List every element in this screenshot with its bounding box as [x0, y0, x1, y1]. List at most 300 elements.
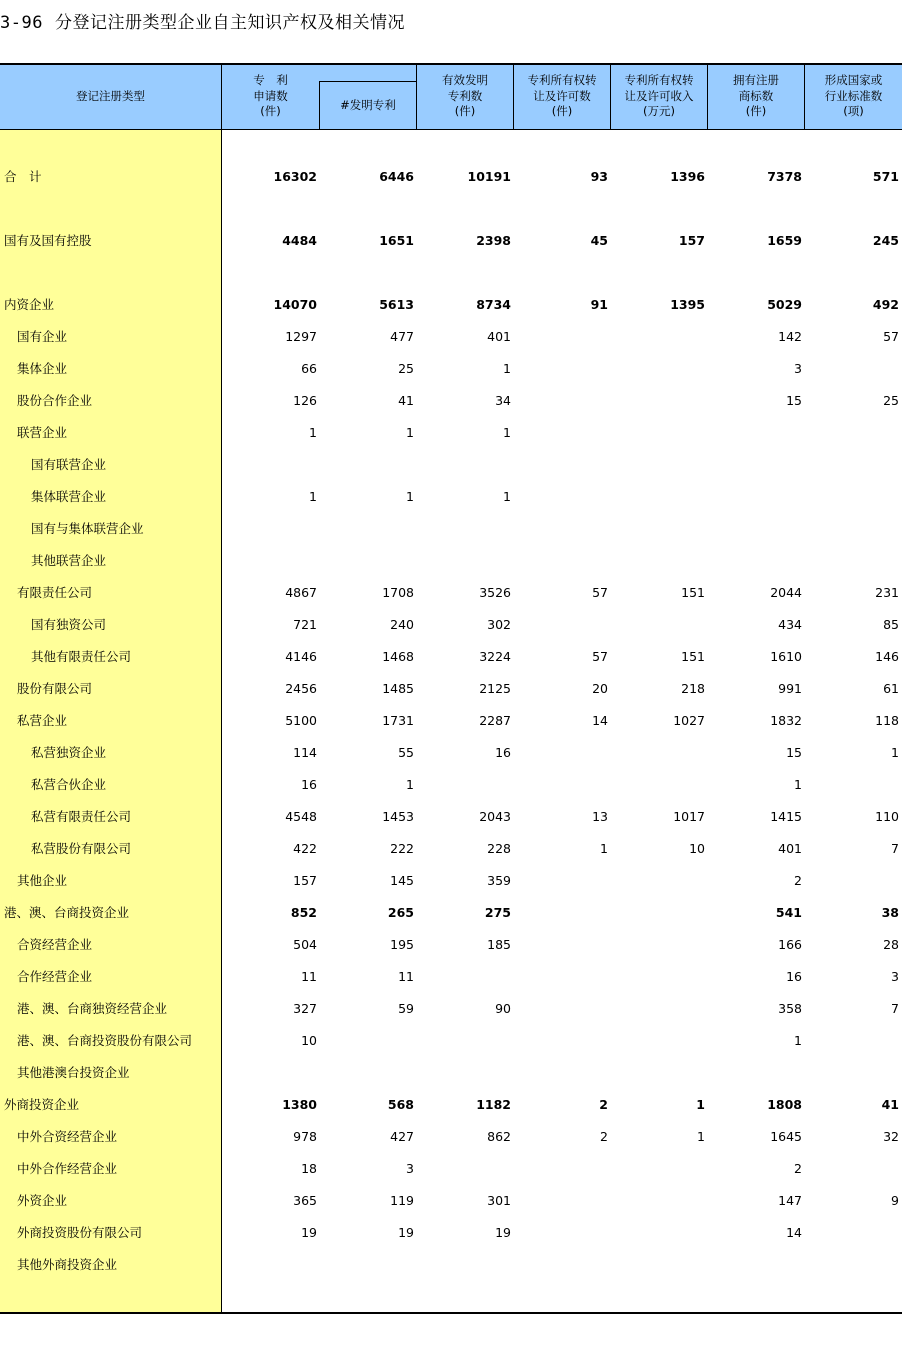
table-row — [0, 1025, 902, 1057]
table-cell: 10 — [301, 1033, 317, 1048]
table-cell: 4146 — [285, 649, 317, 664]
row-label: 股份合作企业 — [17, 393, 93, 408]
table-cell: 4867 — [285, 585, 317, 600]
table-cell: 504 — [293, 937, 317, 952]
table-cell: 15 — [786, 745, 802, 760]
table-cell — [324, 1057, 414, 1089]
table-cell: 2287 — [479, 713, 511, 728]
table-cell: 118 — [875, 713, 899, 728]
table-row — [0, 769, 902, 801]
table-cell: 7378 — [767, 169, 802, 184]
table-cell: 1610 — [770, 649, 802, 664]
table-cell: 145 — [390, 873, 414, 888]
table-cell: 1380 — [282, 1097, 317, 1112]
table-cell — [615, 1249, 705, 1281]
header-transfer-count: 专利所有权转 让及许可数 (件) — [527, 73, 597, 119]
table-row — [0, 385, 902, 417]
row-label: 中外合资经营企业 — [17, 1129, 118, 1144]
table-cell — [324, 1249, 414, 1281]
table-cell — [421, 1025, 511, 1057]
table-cell — [809, 353, 899, 385]
table-cell: 91 — [590, 297, 608, 312]
row-label: 外商投资企业 — [4, 1097, 80, 1112]
table-cell: 2 — [794, 873, 802, 888]
table-cell: 34 — [495, 393, 511, 408]
table-row — [0, 897, 902, 929]
table-cell: 1 — [309, 489, 317, 504]
row-label: 有限责任公司 — [17, 585, 93, 600]
table-row — [0, 865, 902, 897]
table-cell: 119 — [390, 1193, 414, 1208]
table-cell: 151 — [681, 649, 705, 664]
table-cell — [712, 449, 802, 481]
table-row — [0, 289, 902, 321]
table-row — [0, 705, 902, 737]
table-cell: 359 — [487, 873, 511, 888]
table-cell: 1 — [406, 777, 414, 792]
row-label: 外资企业 — [17, 1193, 68, 1208]
table-cell: 1 — [503, 489, 511, 504]
table-cell — [809, 769, 899, 801]
table-cell — [615, 737, 705, 769]
table-cell — [518, 545, 608, 577]
table-cell — [518, 1185, 608, 1217]
row-label: 集体联营企业 — [31, 489, 107, 504]
table-cell — [518, 1057, 608, 1089]
table-row — [0, 1121, 902, 1153]
table-cell: 3 — [406, 1161, 414, 1176]
table-cell — [324, 1025, 414, 1057]
row-label: 港、澳、台商投资企业 — [4, 905, 130, 920]
table-cell: 195 — [390, 937, 414, 952]
table-cell: 2125 — [479, 681, 511, 696]
table-cell — [809, 513, 899, 545]
table-cell: 1 — [794, 777, 802, 792]
table-cell: 1 — [794, 1033, 802, 1048]
table-cell: 11 — [398, 969, 414, 984]
table-cell — [518, 961, 608, 993]
table-cell: 1 — [891, 745, 899, 760]
table-cell: 1 — [503, 425, 511, 440]
table-cell — [518, 1249, 608, 1281]
table-row — [0, 449, 902, 481]
table-cell: 568 — [387, 1097, 414, 1112]
table-cell — [809, 1153, 899, 1185]
table-cell: 14 — [592, 713, 608, 728]
table-cell: 1395 — [670, 297, 705, 312]
table-cell — [712, 417, 802, 449]
header-transfer-income: 专利所有权转 让及许可收入 (万元) — [624, 73, 694, 119]
table-cell — [809, 481, 899, 513]
table-cell: 25 — [883, 393, 899, 408]
table-cell: 9 — [891, 1193, 899, 1208]
table-title: 分登记注册类型企业自主知识产权及相关情况 — [54, 13, 405, 33]
table-cell — [518, 737, 608, 769]
table-cell: 166 — [778, 937, 802, 952]
header-standards: 形成国家或 行业标准数 (项) — [824, 73, 883, 119]
table-cell — [518, 385, 608, 417]
table-cell — [421, 545, 511, 577]
table-cell: 11 — [301, 969, 317, 984]
table-cell: 571 — [872, 169, 899, 184]
table-cell — [615, 1057, 705, 1089]
table-cell — [615, 1217, 705, 1249]
table-cell: 1396 — [670, 169, 705, 184]
table-cell: 45 — [590, 233, 608, 248]
header-trademarks: 拥有注册 商标数 (件) — [733, 73, 779, 119]
table-cell: 85 — [883, 617, 899, 632]
row-label: 私营企业 — [17, 713, 68, 728]
table-cell: 16 — [495, 745, 511, 760]
table-cell — [227, 545, 317, 577]
header-stub: 登记注册类型 — [76, 88, 145, 103]
table-cell — [421, 769, 511, 801]
table-row — [0, 609, 902, 641]
table-cell: 1027 — [673, 713, 705, 728]
table-cell: 3 — [794, 361, 802, 376]
table-cell: 2043 — [479, 809, 511, 824]
table-row — [0, 353, 902, 385]
table-cell — [615, 993, 705, 1025]
table-cell — [712, 1057, 802, 1089]
table-cell — [615, 545, 705, 577]
table-cell: 147 — [778, 1193, 802, 1208]
table-cell — [421, 961, 511, 993]
table-row — [0, 801, 902, 833]
table-cell: 2398 — [476, 233, 511, 248]
table-cell: 19 — [301, 1225, 317, 1240]
table-cell — [809, 1249, 899, 1281]
table-cell — [518, 417, 608, 449]
row-label: 国有及国有控股 — [4, 233, 92, 248]
table-cell: 57 — [592, 585, 608, 600]
table-cell: 275 — [484, 905, 511, 920]
table-cell: 1182 — [476, 1097, 511, 1112]
table-cell: 991 — [778, 681, 802, 696]
table-cell — [712, 481, 802, 513]
table-cell: 1708 — [382, 585, 414, 600]
header-bottom-rule — [0, 129, 902, 130]
table-cell — [227, 513, 317, 545]
table-cell: 1 — [600, 841, 608, 856]
table-row — [0, 161, 902, 193]
row-label: 股份有限公司 — [17, 681, 93, 696]
table-cell: 57 — [592, 649, 608, 664]
table-cell: 1468 — [382, 649, 414, 664]
table-cell: 7 — [891, 841, 899, 856]
table-cell: 38 — [881, 905, 899, 920]
table-cell: 721 — [293, 617, 317, 632]
table-cell: 8734 — [476, 297, 511, 312]
table-cell: 1651 — [379, 233, 414, 248]
row-label: 国有独资公司 — [31, 617, 107, 632]
table-cell — [809, 1025, 899, 1057]
table-cell — [615, 1025, 705, 1057]
table-cell: 5029 — [767, 297, 802, 312]
table-cell — [421, 449, 511, 481]
table-cell — [518, 1153, 608, 1185]
table-cell: 1832 — [770, 713, 802, 728]
row-label: 集体企业 — [17, 361, 68, 376]
table-row — [0, 929, 902, 961]
row-label: 合资经营企业 — [17, 937, 93, 952]
table-row — [0, 417, 902, 449]
table-cell — [615, 609, 705, 641]
row-label: 私营有限责任公司 — [31, 809, 132, 824]
table-cell: 862 — [487, 1129, 511, 1144]
row-label: 合 计 — [4, 169, 42, 184]
table-cell — [809, 1217, 899, 1249]
table-cell: 185 — [487, 937, 511, 952]
table-cell: 10 — [689, 841, 705, 856]
table-cell: 422 — [293, 841, 317, 856]
header-patent-applications: 专 利 申请数 (件) — [253, 73, 288, 119]
table-cell: 110 — [875, 809, 899, 824]
header-invention-patents: #发明专利 — [340, 97, 396, 112]
table-cell: 19 — [495, 1225, 511, 1240]
table-row — [0, 993, 902, 1025]
table-cell: 240 — [390, 617, 414, 632]
table-cell — [712, 1249, 802, 1281]
table-cell: 541 — [775, 905, 802, 920]
table-cell: 1 — [503, 361, 511, 376]
table-cell — [518, 481, 608, 513]
table-cell: 32 — [883, 1129, 899, 1144]
table-row — [0, 1249, 902, 1281]
table-cell: 1808 — [767, 1097, 802, 1112]
table-cell — [809, 417, 899, 449]
table-cell: 2044 — [770, 585, 802, 600]
table-cell — [615, 961, 705, 993]
table-cell: 10191 — [467, 169, 511, 184]
table-cell — [518, 1025, 608, 1057]
table-cell: 4484 — [282, 233, 317, 248]
table-cell: 16302 — [273, 169, 317, 184]
table-cell: 151 — [681, 585, 705, 600]
table-cell: 228 — [487, 841, 511, 856]
table-cell: 401 — [487, 329, 511, 344]
table-row — [0, 1185, 902, 1217]
table-cell: 1 — [406, 489, 414, 504]
table-cell: 157 — [293, 873, 317, 888]
table-cell: 1 — [696, 1097, 705, 1112]
table-cell: 20 — [592, 681, 608, 696]
table-cell — [518, 353, 608, 385]
row-label: 港、澳、台商投资股份有限公司 — [17, 1033, 193, 1048]
table-cell: 3 — [891, 969, 899, 984]
table-cell: 492 — [872, 297, 899, 312]
table-cell: 327 — [293, 1001, 317, 1016]
table-cell: 5100 — [285, 713, 317, 728]
table-cell: 1645 — [770, 1129, 802, 1144]
row-label: 其他企业 — [17, 873, 68, 888]
table-cell: 477 — [390, 329, 414, 344]
table-row — [0, 833, 902, 865]
row-label: 合作经营企业 — [17, 969, 93, 984]
table-cell: 1485 — [382, 681, 414, 696]
table-cell: 1453 — [382, 809, 414, 824]
table-row — [0, 321, 902, 353]
row-label: 国有联营企业 — [31, 457, 107, 472]
table-cell: 6446 — [379, 169, 414, 184]
table-cell: 93 — [590, 169, 608, 184]
table-cell: 15 — [786, 393, 802, 408]
page-title — [0, 8, 405, 33]
row-label: 其他外商投资企业 — [17, 1257, 118, 1272]
row-label: 其他联营企业 — [31, 553, 107, 568]
table-row — [0, 641, 902, 673]
table-cell — [421, 1249, 511, 1281]
row-label: 私营独资企业 — [31, 745, 107, 760]
row-label: 国有企业 — [17, 329, 68, 344]
row-label: 中外合作经营企业 — [17, 1161, 118, 1176]
row-label: 港、澳、台商独资经营企业 — [17, 1001, 168, 1016]
table-cell: 1659 — [767, 233, 802, 248]
table-cell — [518, 513, 608, 545]
row-label: 内资企业 — [4, 297, 55, 312]
table-cell — [615, 385, 705, 417]
table-cell: 358 — [778, 1001, 802, 1016]
table-cell: 852 — [290, 905, 317, 920]
table-cell — [518, 449, 608, 481]
table-cell: 14070 — [273, 297, 317, 312]
table-cell: 1 — [406, 425, 414, 440]
table-cell: 146 — [875, 649, 899, 664]
table-row — [0, 737, 902, 769]
row-label: 国有与集体联营企业 — [31, 521, 144, 536]
table-cell: 2 — [600, 1129, 608, 1144]
table-cell: 16 — [786, 969, 802, 984]
table-cell: 61 — [883, 681, 899, 696]
table-cell — [615, 449, 705, 481]
table-cell — [421, 513, 511, 545]
table-row — [0, 673, 902, 705]
table-cell: 114 — [293, 745, 317, 760]
table-cell — [615, 897, 705, 929]
bottom-rule — [0, 1312, 902, 1314]
row-label: 外商投资股份有限公司 — [17, 1225, 143, 1240]
table-row — [0, 1089, 902, 1121]
table-cell — [227, 1249, 317, 1281]
table-cell — [615, 1185, 705, 1217]
table-cell: 2 — [599, 1097, 608, 1112]
table-cell — [227, 1057, 317, 1089]
table-cell: 4548 — [285, 809, 317, 824]
table-cell: 427 — [390, 1129, 414, 1144]
table-cell: 142 — [778, 329, 802, 344]
table-cell: 401 — [778, 841, 802, 856]
table-cell — [518, 993, 608, 1025]
table-cell: 265 — [387, 905, 414, 920]
table-row — [0, 1217, 902, 1249]
table-cell — [518, 897, 608, 929]
row-label: 私营合伙企业 — [31, 777, 107, 792]
table-cell: 3526 — [479, 585, 511, 600]
table-row — [0, 481, 902, 513]
table-cell: 301 — [487, 1193, 511, 1208]
table-cell: 218 — [681, 681, 705, 696]
table-row — [0, 225, 902, 257]
table-cell — [518, 865, 608, 897]
table-cell — [615, 929, 705, 961]
table-row — [0, 1153, 902, 1185]
table-cell: 41 — [881, 1097, 899, 1112]
table-cell — [518, 929, 608, 961]
table-cell — [421, 1153, 511, 1185]
table-cell: 1 — [309, 425, 317, 440]
table-cell: 2 — [794, 1161, 802, 1176]
table-cell: 57 — [883, 329, 899, 344]
table-cell: 1297 — [285, 329, 317, 344]
table-cell: 19 — [398, 1225, 414, 1240]
table-number: 3-96 — [0, 13, 43, 33]
table-cell — [615, 353, 705, 385]
table-cell — [324, 513, 414, 545]
table-cell: 66 — [301, 361, 317, 376]
table-cell: 59 — [398, 1001, 414, 1016]
table-cell — [615, 513, 705, 545]
table-cell: 1017 — [673, 809, 705, 824]
table-cell — [227, 449, 317, 481]
table-cell — [518, 609, 608, 641]
table-cell: 41 — [398, 393, 414, 408]
table-cell — [518, 769, 608, 801]
table-cell: 18 — [301, 1161, 317, 1176]
table-cell: 14 — [786, 1225, 802, 1240]
table-cell: 16 — [301, 777, 317, 792]
table-cell: 1415 — [770, 809, 802, 824]
table-cell — [615, 1153, 705, 1185]
table-row — [0, 545, 902, 577]
header-valid-invention: 有效发明 专利数 (件) — [442, 73, 488, 119]
table-cell: 222 — [390, 841, 414, 856]
table-cell — [809, 1057, 899, 1089]
table-cell — [615, 769, 705, 801]
table-cell — [712, 545, 802, 577]
table-cell — [615, 321, 705, 353]
table-cell: 1 — [697, 1129, 705, 1144]
table-cell — [615, 481, 705, 513]
table-cell — [324, 449, 414, 481]
table-cell: 126 — [293, 393, 317, 408]
table-cell: 978 — [293, 1129, 317, 1144]
table-cell: 245 — [872, 233, 899, 248]
table-cell: 25 — [398, 361, 414, 376]
table-cell — [809, 865, 899, 897]
table-cell: 13 — [592, 809, 608, 824]
table-cell: 157 — [678, 233, 705, 248]
table-row — [0, 961, 902, 993]
table-cell: 55 — [398, 745, 414, 760]
table-row — [0, 1057, 902, 1089]
table-cell: 434 — [778, 617, 802, 632]
table-cell: 231 — [875, 585, 899, 600]
row-label: 其他有限责任公司 — [31, 649, 132, 664]
table-cell: 90 — [495, 1001, 511, 1016]
row-label: 私营股份有限公司 — [31, 841, 132, 856]
table-row — [0, 577, 902, 609]
table-cell: 302 — [487, 617, 511, 632]
table-cell — [712, 513, 802, 545]
table-cell: 7 — [891, 1001, 899, 1016]
table-cell — [324, 545, 414, 577]
row-label: 联营企业 — [17, 425, 68, 440]
table-cell: 1731 — [382, 713, 414, 728]
table-cell — [518, 321, 608, 353]
table-cell — [421, 1057, 511, 1089]
table-cell: 5613 — [379, 297, 414, 312]
row-label: 其他港澳台投资企业 — [17, 1065, 130, 1080]
